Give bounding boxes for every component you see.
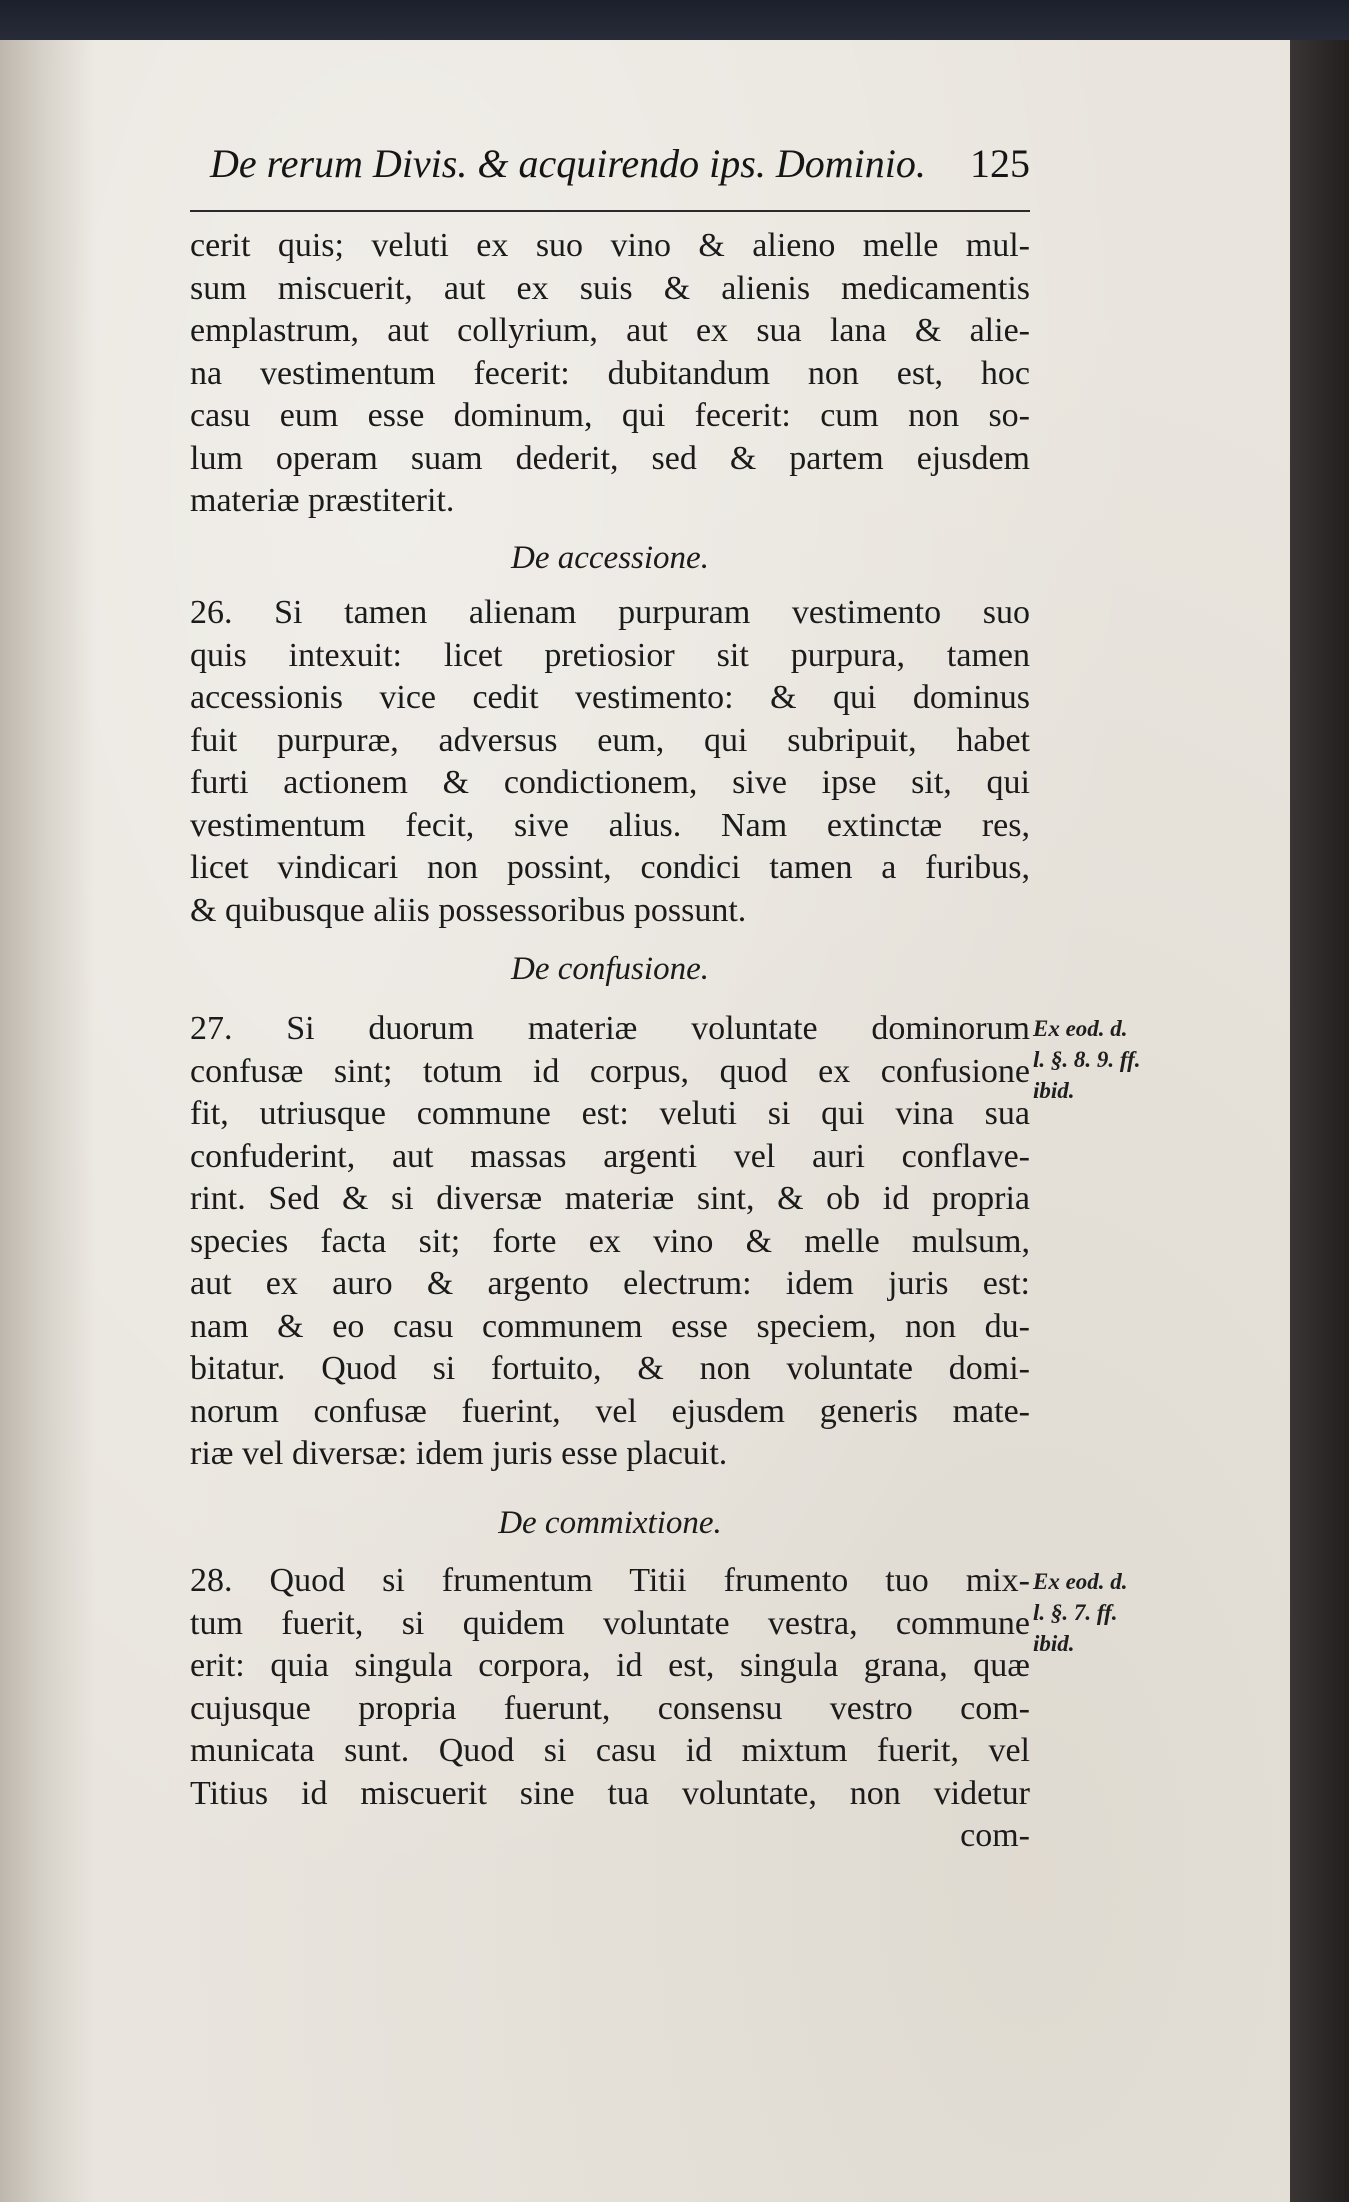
text-line: bitatur. Quod si fortuito, & non voluntate domi- [190,1350,1030,1387]
paragraph-confusio [190,1008,1030,1476]
text-line: Titius id miscuerit sine tua voluntate, non videtur [190,1774,1030,1812]
text-line: species facta sit; forte ex vino & melle mulsum, [190,1222,1030,1260]
text-line: casu eum esse dominum, qui fecerit: cum non so- [190,397,1030,434]
text-line: accessionis vice cedit vestimento: & qui dominus [190,679,1030,716]
text-line: emplastrum, aut collyrium, aut ex sua lana & alie- [190,312,1030,349]
heading-confusio: De confusione. [511,951,709,987]
text-line: & quibusque aliis possessoribus possunt. [190,891,747,929]
text-line: fit, utriusque commune est: veluti si qui vina sua [190,1095,1030,1132]
catchword-row [190,1815,1030,1858]
margin-note-confusio [1033,1013,1183,1106]
text-line: nam & eo casu communem esse speciem, non du- [190,1307,1030,1345]
text-line: 27. Si duorum materiæ voluntate dominorum [190,1010,1030,1047]
text-line: materiæ præstiterit. [190,482,455,519]
text-line: furti actionem & condictionem, sive ipse sit, qui [190,764,1030,801]
margin-note-line: ibid. [1033,1631,1075,1656]
text-line: licet vindicari non possint, condici tamen a furibus, [190,849,1030,886]
paragraph-accessio [190,592,1030,932]
heading-accessio: De accessione. [511,540,709,576]
text-line: 26. Si tamen alienam purpuram vestimento suo [190,594,1030,631]
running-title: De rerum Divis. & acquirendo ips. Dominio. [210,141,926,186]
paragraph-top [190,225,1030,523]
header-rule [190,210,1030,212]
catchword: com- [960,1817,1030,1854]
heading-commixtio: De commixtione. [498,1505,722,1541]
margin-note-commixtio [1033,1566,1183,1659]
text-line: norum confusæ fuerint, vel ejusdem generis mate- [190,1392,1030,1430]
text-line: fuit purpuræ, adversus eum, qui subripuit, habet [190,721,1030,759]
text-line: cujusque propria fuerunt, consensu vestro com- [190,1689,1030,1727]
text-line: aut ex auro & argento electrum: idem juris est: [190,1265,1030,1302]
text-line: na vestimentum fecerit: dubitandum non est, hoc [190,354,1030,392]
margin-note-line: Ex eod. d. [1033,1569,1128,1594]
page-gutter-shadow [0,40,95,2202]
margin-note-line: l. §. 7. ff. [1033,1600,1118,1625]
text-line: cerit quis; veluti ex suo vino & alieno melle mul- [190,227,1030,264]
margin-note-line: ibid. [1033,1078,1075,1103]
text-line: erit: quia singula corpora, id est, singula grana, quæ [190,1647,1030,1684]
paragraph-commixtio [190,1560,1030,1815]
page-right-edge [1290,40,1349,2202]
text-line: sum miscuerit, aut ex suis & alienis medicamentis [190,269,1030,307]
text-line: rint. Sed & si diversæ materiæ sint, & ob id propria [190,1180,1030,1217]
running-header [210,140,1030,190]
text-line: confuderint, aut massas argenti vel auri conflave- [190,1137,1030,1175]
text-line: municata sunt. Quod si casu id mixtum fuerit, vel [190,1732,1030,1769]
text-line: tum fuerit, si quidem voluntate vestra, commune [190,1604,1030,1642]
text-line: quis intexuit: licet pretiosior sit purpura, tamen [190,636,1030,674]
text-line: vestimentum fecit, sive alius. Nam extinctæ res, [190,806,1030,844]
text-line: lum operam suam dederit, sed & partem ejusdem [190,439,1030,477]
text-line: riæ vel diversæ: idem juris esse placuit. [190,1435,728,1472]
page-number: 125 [970,141,1030,186]
text-line: 28. Quod si frumentum Titii frumento tuo mix- [190,1562,1030,1599]
margin-note-line: Ex eod. d. [1033,1016,1128,1041]
margin-note-line: l. §. 8. 9. ff. [1033,1047,1141,1072]
text-line: confusæ sint; totum id corpus, quod ex confusione [190,1052,1030,1090]
